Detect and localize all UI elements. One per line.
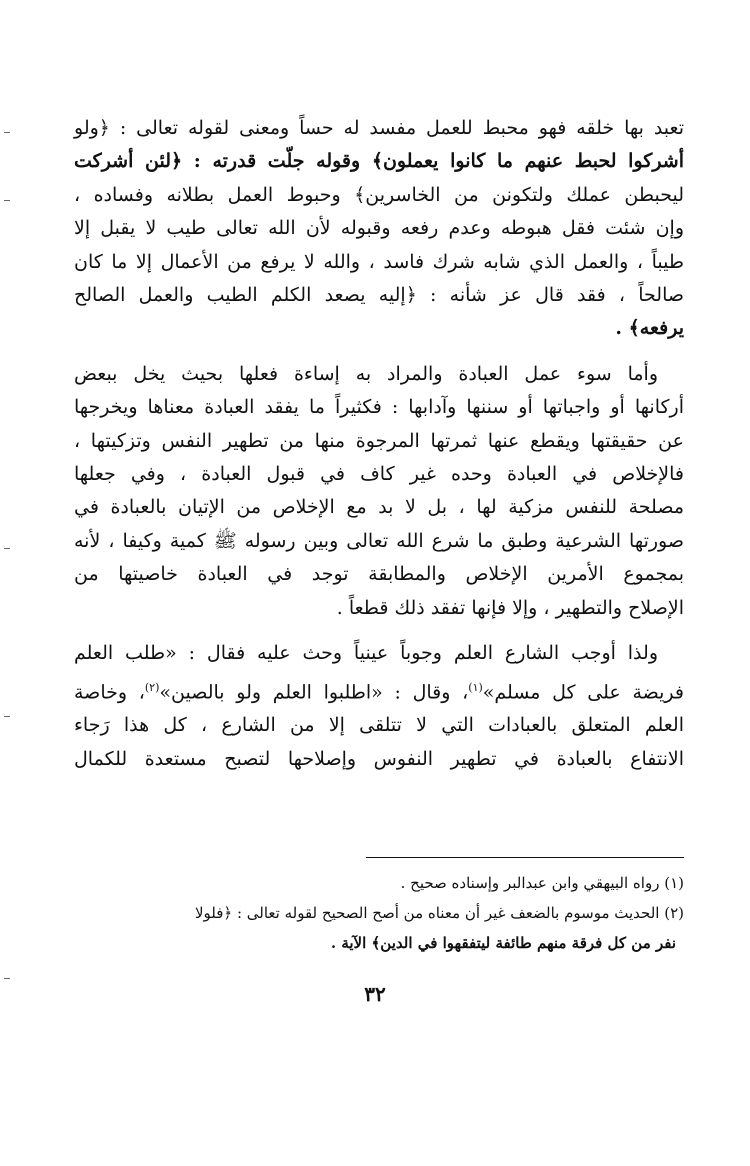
text-line: أشركوا لحبط عنهم ما كانوا يعملون﴾ وقوله جلّت قدرته : ﴿لئن أشركت	[74, 150, 684, 173]
text-line: وأما سوء عمل العبادة والمراد به إساءة فعلها بحيث يخل ببعض	[74, 362, 658, 385]
text-line-with-references	[74, 671, 684, 710]
scan-edge-mark	[4, 978, 10, 979]
paragraph-1	[74, 112, 684, 346]
text-line: ولذا أوجب الشارع العلم وجوباً عينياً وحث عليه فقال : «طلب العلم	[74, 642, 658, 665]
text-line: يرفعه﴾ .	[615, 317, 684, 340]
text-segment: ، وخاصة	[74, 680, 145, 703]
footnote-1: (١) رواه البيهقي وابن عبدالبر وإسناده صحيح .	[400, 874, 684, 892]
text-line: ليحبطن عملك ولتكونن من الخاسرين﴾ وحبوط العمل بطلانه وفساده ،	[74, 183, 684, 206]
footnote-ref-1[interactable]: (١)	[468, 680, 483, 694]
text-line: صورتها الشرعية وطبق ما شرع الله تعالى وبين رسوله ﷺ كمية وكيفا ، لأنه	[74, 529, 684, 552]
footnotes	[74, 868, 684, 958]
text-line: وإن شئت فقل هبوطه وعدم رفعه وقبوله لأن الله تعالى طيب لا يقبل إلا	[74, 217, 684, 240]
footnote-2: (٢) الحديث موسوم بالضعف غير أن معناه من أصح الصحيح لقوله تعالى : ﴿فلولا	[194, 904, 684, 922]
text-line: الانتفاع بالعبادة في تطهير النفوس وإصلاحها لتصبح مستعدة للكمال	[74, 747, 684, 770]
text-line: فالإخلاص في العبادة وحده غير كاف في قبول العبادة ، وفي جعلها	[74, 463, 684, 486]
scan-edge-mark	[4, 200, 10, 201]
text-line: أركانها أو واجباتها أو سننها وآدابها : فكثيراً ما يفقد العبادة معناها ويخرجها	[74, 396, 684, 419]
text-line: عن حقيقتها ويقطع عنها ثمرتها المرجوة منها من تطهير النفس وتزكيتها ،	[74, 429, 684, 452]
text-segment: ، وقال : «اطلبوا العلم ولو بالصين»	[159, 680, 469, 703]
scan-edge-mark	[4, 132, 10, 133]
paragraph-3	[74, 637, 684, 776]
page-number: ٣٢	[364, 982, 386, 1006]
scan-edge-mark	[4, 548, 10, 549]
text-line: الإصلاح والتطهير ، وإلا فإنها تفقد ذلك قطعاً .	[336, 596, 684, 619]
text-segment: فريضة على كل مسلم»	[482, 680, 684, 703]
text-line: صالحاً ، فقد قال عز شأنه : ﴿إليه يصعد الكلم الطيب والعمل الصالح	[74, 284, 684, 307]
text-line: مصلحة للنفس مزكية لها ، بل لا بد مع الإخلاص من الإتيان بالعبادة في	[74, 496, 684, 519]
paragraph-2	[74, 358, 684, 625]
footnote-2-continued: نفر من كل فرقة منهم طائفة ليتفقهوا في الدين﴾ الآية .	[330, 934, 676, 952]
text-line: طيباً ، والعمل الذي شابه شرك فاسد ، والله لا يرفع من الأعمال إلا ما كان	[74, 250, 684, 273]
page-body	[74, 112, 684, 776]
text-line: العلم المتعلق بالعبادات التي لا تتلقى إلا من الشارع ، كل هذا رَجاء	[74, 714, 684, 737]
scan-edge-mark	[4, 716, 10, 717]
footnote-divider	[366, 857, 684, 858]
footnote-ref-2[interactable]: (٢)	[144, 680, 160, 694]
text-line: بمجموع الأمرين الإخلاص والمطابقة توجد في العبادة خاصيتها من	[74, 563, 684, 586]
text-line: تعبد بها خلقه فهو محبط للعمل مفسد له حساً ومعنى لقوله تعالى : ﴿ولو	[74, 117, 684, 139]
